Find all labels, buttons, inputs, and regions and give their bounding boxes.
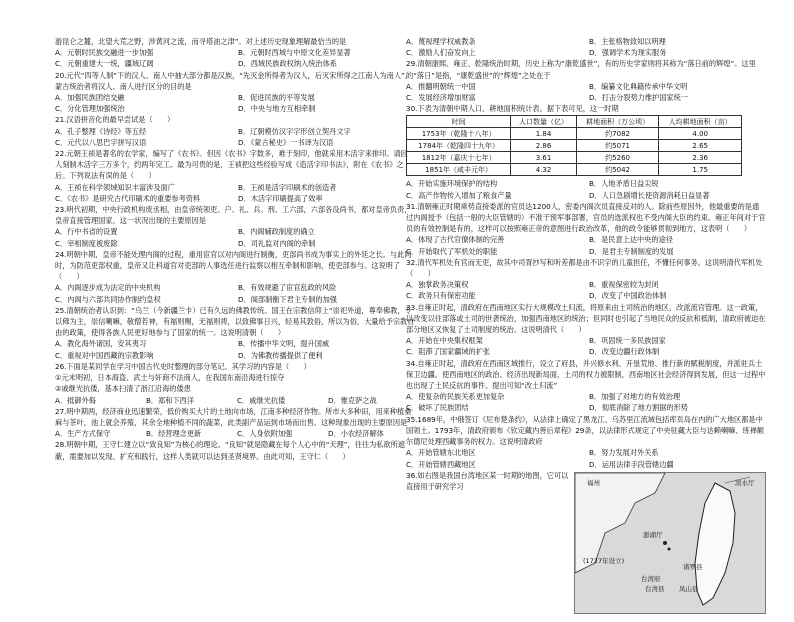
map-label-taiwanfu: 台湾府: [641, 574, 661, 583]
question-29-options: [406, 81, 766, 103]
question-28-stem: 28.明朝中期，王守仁建立以“致良知”为核心的理论。“良知”就是隐藏在每个人心中的“天理”，往往为私欲所遮蔽，需要加以发现、扩充和践行，这样人类就可以达到圣贤境界。由此可知，王守仁（ ）: [55, 440, 406, 461]
option-c[interactable]: C．开始管辖西藏地区: [406, 459, 476, 469]
option-d[interactable]: D．彻底消除了地方割据的形势: [589, 403, 688, 413]
question-30-stem: 30.下表为清朝中期人口、耕地面积统计表。据下表可见，这一时期: [406, 104, 619, 114]
question-36: [406, 470, 766, 593]
option-d[interactable]: D．《蒙古秘史》一书译为汉语: [238, 137, 334, 147]
option-d[interactable]: D．运用法律手段管辖边疆: [589, 459, 674, 469]
table-cell: 约5071: [576, 140, 659, 152]
option-a[interactable]: A．抵御外侮: [55, 395, 96, 405]
question-25-stem: 25.清朝统治者认识到：“乌兰（今新疆兰卡）已有久远的佛教传统。国王在宗教信仰上“崇祀外道，尊奉佛教，专以佛为主，崇信喇嘛，敬僧若神，有福则赐，无福则祷，以致佛事日兴，轻易其敦俗，所以为俗，大量给予宗教自由的政策，使得各族人民更好地参与了国家的统一。这说明清朝（ ）: [55, 305, 415, 338]
option-b[interactable]: B．促进民族的平等发展: [238, 93, 315, 103]
option-b[interactable]: B．重视保密较为封闭: [589, 280, 659, 290]
table-cell: 约5042: [576, 164, 659, 176]
question-22-stem: 22.元朝王祯是著名的农学家，编写了《农书》。但因《农书》字数多，难于刻印，他就采用木活字来排印。请匠人刻制木活字三万多个，约两年完工。最为可贵的是，王祯把这些经验写成《造活字印书法》，附在《农书》之后。下列说法有误的是（ ）: [55, 149, 408, 181]
question-21-stem: 21.汉语拼音化的最早尝试是（ ）: [55, 115, 175, 125]
table-row: [407, 164, 742, 176]
option-b[interactable]: B．主张格物致知以明理: [589, 37, 666, 46]
question-35: [406, 414, 766, 470]
question-28-options-block: [406, 36, 766, 58]
option-d[interactable]: D．强调学术为现实服务: [589, 48, 667, 58]
option-b[interactable]: B．人地矛盾日益尖锐: [589, 179, 659, 189]
option-b[interactable]: B．编纂文化典籍传承中华文明: [589, 81, 688, 91]
question-20-options: [55, 92, 415, 114]
option-c[interactable]: C．政务只有保密功能: [406, 291, 476, 301]
table-header-row: [407, 116, 742, 128]
option-d[interactable]: D．改变了中国政治体制: [589, 291, 667, 301]
option-b[interactable]: B．加强了对地方的有效治理: [589, 392, 681, 402]
option-a[interactable]: A．加强民族团结交融: [55, 93, 125, 103]
question-32-stem: 32.清代军机处有官而无吏，故其中司胥抄写和听差都是由不识字的儿童担任，不懂任何事务。这说明清代军机处（ ）: [406, 257, 763, 279]
question-31-stem: 31.清朝雍正时期乘势直接委派的官员达1200人，密委内阁次员直接反对的人。除前些原因外，他最重要的是通过内阁授予（包括一般的大臣管辖的）不准干预军事部署，官员的选派权也不受内阁大臣的约束。雍正年间对于官员的有效控制是有的，这样可以按照雍正帝的意图进行政治改革，他的政令能够贯彻到地方，这表明（ ）: [406, 201, 766, 234]
option-c[interactable]: C．元代以八思巴字拼写汉语: [55, 137, 147, 147]
question-26-note-1: ①元末明初，日本海盗、武士与奸商不法商人，在我国东南沿海进行掠夺: [55, 373, 285, 383]
question-25: [55, 305, 415, 361]
question-33: [406, 302, 766, 358]
question-19-tail: 游昆仑之麓，北望大荒之野，涉黄河之流，而寻塔油之津”。对上述历史现象理解最恰当的是: [55, 37, 347, 46]
option-b[interactable]: B．内阁辅政制度的确立: [238, 227, 315, 237]
question-31: [406, 201, 766, 257]
option-d[interactable]: D．阁部制衡下君主专制的加强: [238, 294, 337, 304]
table-row: [407, 140, 742, 152]
option-a[interactable]: A．开始在中央集权框架: [406, 336, 483, 346]
question-28-options: [406, 36, 766, 58]
map-label-fuzhou: 福州: [587, 478, 600, 487]
question-22: [55, 148, 415, 204]
table-cell: 1812年（嘉庆十七年）: [407, 152, 511, 164]
option-d[interactable]: D．雅克萨之战: [328, 395, 377, 405]
table-cell: 2.86: [511, 140, 577, 152]
option-a[interactable]: A．孔子整理《诗经》等五经: [55, 126, 147, 136]
option-b[interactable]: B．巩固统一多民族国家: [589, 336, 666, 346]
question-21: [55, 114, 415, 148]
option-c[interactable]: C．重视对中国西藏的宗教影响: [55, 350, 154, 360]
question-32: [406, 257, 766, 302]
option-a[interactable]: A．推翻明朝统一中国: [406, 81, 476, 91]
question-25-options: [55, 338, 415, 360]
table-cell: 1851年（咸丰元年）: [407, 164, 511, 176]
option-b[interactable]: B．有效规避了宦官乱政的风险: [238, 283, 337, 293]
option-a[interactable]: A．生产方式保守: [55, 429, 111, 439]
question-31-options: [406, 234, 766, 256]
question-34: [406, 358, 766, 414]
table-cell: 约7082: [576, 128, 659, 140]
option-b[interactable]: B．经营理念更新: [146, 429, 202, 439]
option-d[interactable]: D．司礼监对内阁的牵制: [238, 238, 316, 248]
table-header-cell: 人均耕地面积（亩）: [659, 116, 742, 128]
option-d[interactable]: D．小农经济解体: [328, 429, 384, 439]
table-cell: 约5260: [576, 152, 659, 164]
table-cell: 1.84: [511, 128, 577, 140]
option-d[interactable]: D．木活字印刷提高了效率: [238, 193, 323, 203]
map-label-taiwan-xian: 台湾县: [645, 584, 665, 593]
option-b[interactable]: B．王祯是活字印刷术的创造者: [238, 182, 337, 192]
question-22-options: [55, 182, 415, 204]
question-23: [55, 204, 415, 249]
taiwan-map: [574, 472, 766, 614]
map-label-danshui: 淡水厅: [735, 478, 755, 487]
question-21-options: [55, 126, 415, 148]
table-cell: 2.36: [659, 152, 742, 164]
table-row: [407, 152, 742, 164]
option-c[interactable]: C．开始取代了军机处的职能: [406, 246, 498, 256]
question-19-options: [55, 47, 415, 69]
option-d[interactable]: D．西域民族政权纳入统治体系: [238, 59, 337, 69]
option-a[interactable]: A．开始管辖东北地区: [406, 448, 476, 458]
question-35-options: [406, 447, 766, 469]
option-c[interactable]: C．宰相制度被废除: [55, 238, 118, 248]
question-33-stem: 33.自雍正时起，清政府在西南地区实行大规模改土归流，将原来由土司统治的地区，改派流官管理。这一政策，以改变以往部落或土司的世袭统治，加强西南地区的统治；但同时也引起了当地民众的反抗和抵制，清政府被迫在部分地区又恢复了土司制度的统治。这说明清代（ ）: [406, 302, 766, 335]
option-c[interactable]: C．《农书》是研究古代印刷术的重要参考资料: [55, 193, 201, 203]
option-d[interactable]: D．为佛教传播提供了便利: [238, 350, 323, 360]
question-27-stem: 27.明中期两，经济商业迅速繁荣，低价购买大片的土地向市场，江南多种经济作物。所市大多种田，用来种植桑麻与茶叶，池上就会养殖，其余全地种植不同的蔬菜，此类副产品运到市场而出售。这种现象出现的主要原因是: [55, 406, 412, 427]
option-a[interactable]: A．行中书省的设置: [55, 227, 118, 237]
population-table: [406, 115, 742, 176]
option-c[interactable]: C．分化管理加强统治: [55, 104, 125, 114]
option-d[interactable]: D．是君主专制制度的发展: [589, 246, 674, 256]
question-26-options: [55, 395, 415, 406]
map-label-fengshan: 凤山县: [679, 584, 699, 593]
option-a[interactable]: A．开始实施环境保护的结构: [406, 179, 498, 189]
option-c[interactable]: C．内阁与六部共同协作制约皇权: [55, 294, 161, 304]
question-23-stem: 23.明代初期，中央行政机构废丞相，由皇帝统领吏、户、礼、兵、刑、工六部，六部各设尚书，都对皇帝负责，皇帝直接管理国家。这一状况出现的主要原因是: [55, 205, 412, 226]
table-cell: 2.65: [659, 140, 742, 152]
question-19: [55, 36, 415, 70]
question-32-options: [406, 279, 766, 301]
table-header-cell: 时间: [407, 116, 511, 128]
table-cell: 4.32: [511, 164, 577, 176]
question-33-options: [406, 335, 766, 357]
option-b[interactable]: B．元朝时西域与中原文化差异显著: [238, 48, 351, 58]
table-header-cell: 人口数量（亿）: [511, 116, 577, 128]
option-d[interactable]: D．中央与地方互相牵制: [238, 104, 316, 114]
question-26-note-2: ②戚继光抗倭，基本扫清了浙江沿海的倭患: [55, 384, 191, 394]
option-c[interactable]: C．戚继光抗倭: [237, 395, 286, 405]
question-36-stem: 36.如右图是我国台湾地区某一时期的地图，它可以直接用于研究学习: [406, 470, 569, 491]
table-header-cell: 耕地面积（万公顷）: [576, 116, 659, 128]
question-29-stem: 29.清朝康熙、雍正、乾隆统治时期，历史上称为“康乾盛世”，有的历史学家则将其称为“落日前的辉煌”。这里的“落日”是指，“康乾盛世”的“辉煌”之处在于: [406, 59, 756, 80]
option-c[interactable]: C．高产作物传入增加了粮食产量: [406, 190, 512, 200]
question-24-stem: 24.明朝中期，皇帝不能处理内阁的过程，重用宦官以对内阁进行制衡，吏部尚书成为事实上的外廷之长。与此同时，为防范吏部权重，皇帝又让科道官对吏部的人事选任进行监察以相互牵制和影响，使吏部参与。这说明了（ ）: [55, 249, 412, 282]
question-28: [55, 439, 415, 461]
penghu-island: [663, 541, 667, 545]
option-d[interactable]: D．改变边疆行政体制: [589, 347, 660, 357]
option-a[interactable]: A．王祯在科学领域知识丰富涉及面广: [55, 182, 175, 192]
question-27-options: [55, 428, 415, 439]
option-a[interactable]: A．教化海外诸国，安其夷习: [55, 339, 147, 349]
option-c[interactable]: C．破坏了民族团结: [406, 403, 469, 413]
question-34-options: [406, 391, 766, 413]
question-24-options: [55, 282, 415, 304]
left-column: [55, 36, 415, 462]
option-b[interactable]: B．郑和下西洋: [146, 395, 195, 405]
option-a[interactable]: A．蔑视理学权威教条: [406, 37, 476, 46]
question-34-stem: 34.自雍正时起，清政府在西南区域推行，设立了府县，并兴修水利、开垦荒地、推行新的赋税制度，并派驻兵士保卫边疆。使西南地区的政治、经济出现新局面，土司的权力被限制，西南地区社会经济得到发展，但这一过程中也出现了土民反抗的事件。提出可知“改土归流”: [406, 358, 766, 391]
question-20: [55, 70, 415, 115]
question-26: [55, 361, 415, 406]
taiwan-map-drawing: [575, 473, 765, 613]
map-label-zhuluo: 诸罗县: [683, 562, 703, 571]
table-cell: 3.61: [511, 152, 577, 164]
option-c[interactable]: C．人身依附加强: [237, 429, 293, 439]
right-column: [406, 36, 766, 614]
table-cell: 1.75: [659, 164, 742, 176]
table-cell: 4.00: [659, 128, 742, 140]
option-b[interactable]: B．辽朝模仿汉字字形创立契丹文字: [238, 126, 351, 136]
map-label-penghu: 澎湖厅: [643, 530, 663, 539]
question-29: [406, 58, 766, 103]
question-23-options: [55, 226, 415, 248]
option-b[interactable]: B．是民意上达中央的途径: [589, 235, 673, 245]
question-24: [55, 249, 415, 305]
option-a[interactable]: A．使复杂的民族关系更加复杂: [406, 392, 505, 402]
question-35-stem: 35.1689年，中俄签订《尼布楚条约》，从法律上确定了黑龙江、乌苏里江流域包括库页岛在内的广大地区都是中国领土。1793年，清政府颁布《钦定藏内善后章程》29条，以法律形式规定了中央驻藏大臣与达赖喇嘛、班禅额尔德尼处理西藏事务的权力。这说明清政府: [406, 414, 765, 447]
question-27: [55, 406, 415, 440]
option-b[interactable]: B．努力发展对外关系: [589, 448, 659, 458]
map-label-year: (1727年设立): [583, 556, 625, 565]
question-26-stem: 26.下面是某同学在学习中国古代史时整理的部分笔记。其学习的内容是（ ）: [55, 361, 311, 371]
penghu-island-small: [668, 547, 671, 550]
option-b[interactable]: B．传播中华文明，提升国威: [238, 339, 330, 349]
option-d[interactable]: D．打击分裂势力维护国家统一: [589, 93, 688, 103]
option-c[interactable]: C．元朝重建大一统，疆域辽阔: [55, 59, 154, 69]
question-30-options: [406, 178, 766, 200]
option-d[interactable]: D．人口急剧增长使资源消耗日益显著: [589, 190, 710, 200]
option-a[interactable]: A．内阁逐步成为法定的中央机构: [55, 283, 161, 293]
option-c[interactable]: C．激励人们奋发向上: [406, 48, 476, 58]
question-30: [406, 103, 766, 201]
option-a[interactable]: A．元朝时民族交融进一步加强: [55, 48, 154, 58]
option-a[interactable]: A．体现了古代官僚体制的完善: [406, 235, 505, 245]
table-cell: 1784年（乾隆四十九年）: [407, 140, 511, 152]
option-c[interactable]: C．阻滞了国家疆域的扩张: [406, 347, 491, 357]
option-c[interactable]: C．发展经济增加财富: [406, 93, 476, 103]
table-cell: 1753年（乾隆十八年）: [407, 128, 511, 140]
option-a[interactable]: A．独掌政务决策权: [406, 280, 469, 290]
question-20-stem: 20.元代“四等人制”下的汉人、南人中抽大部分都是汉族，“先灭金所得者为汉人，后灭宋所得之江南人为南人”。蒙古统治者将汉人、南人进行区分的目的是: [55, 70, 412, 91]
table-row: [407, 128, 742, 140]
